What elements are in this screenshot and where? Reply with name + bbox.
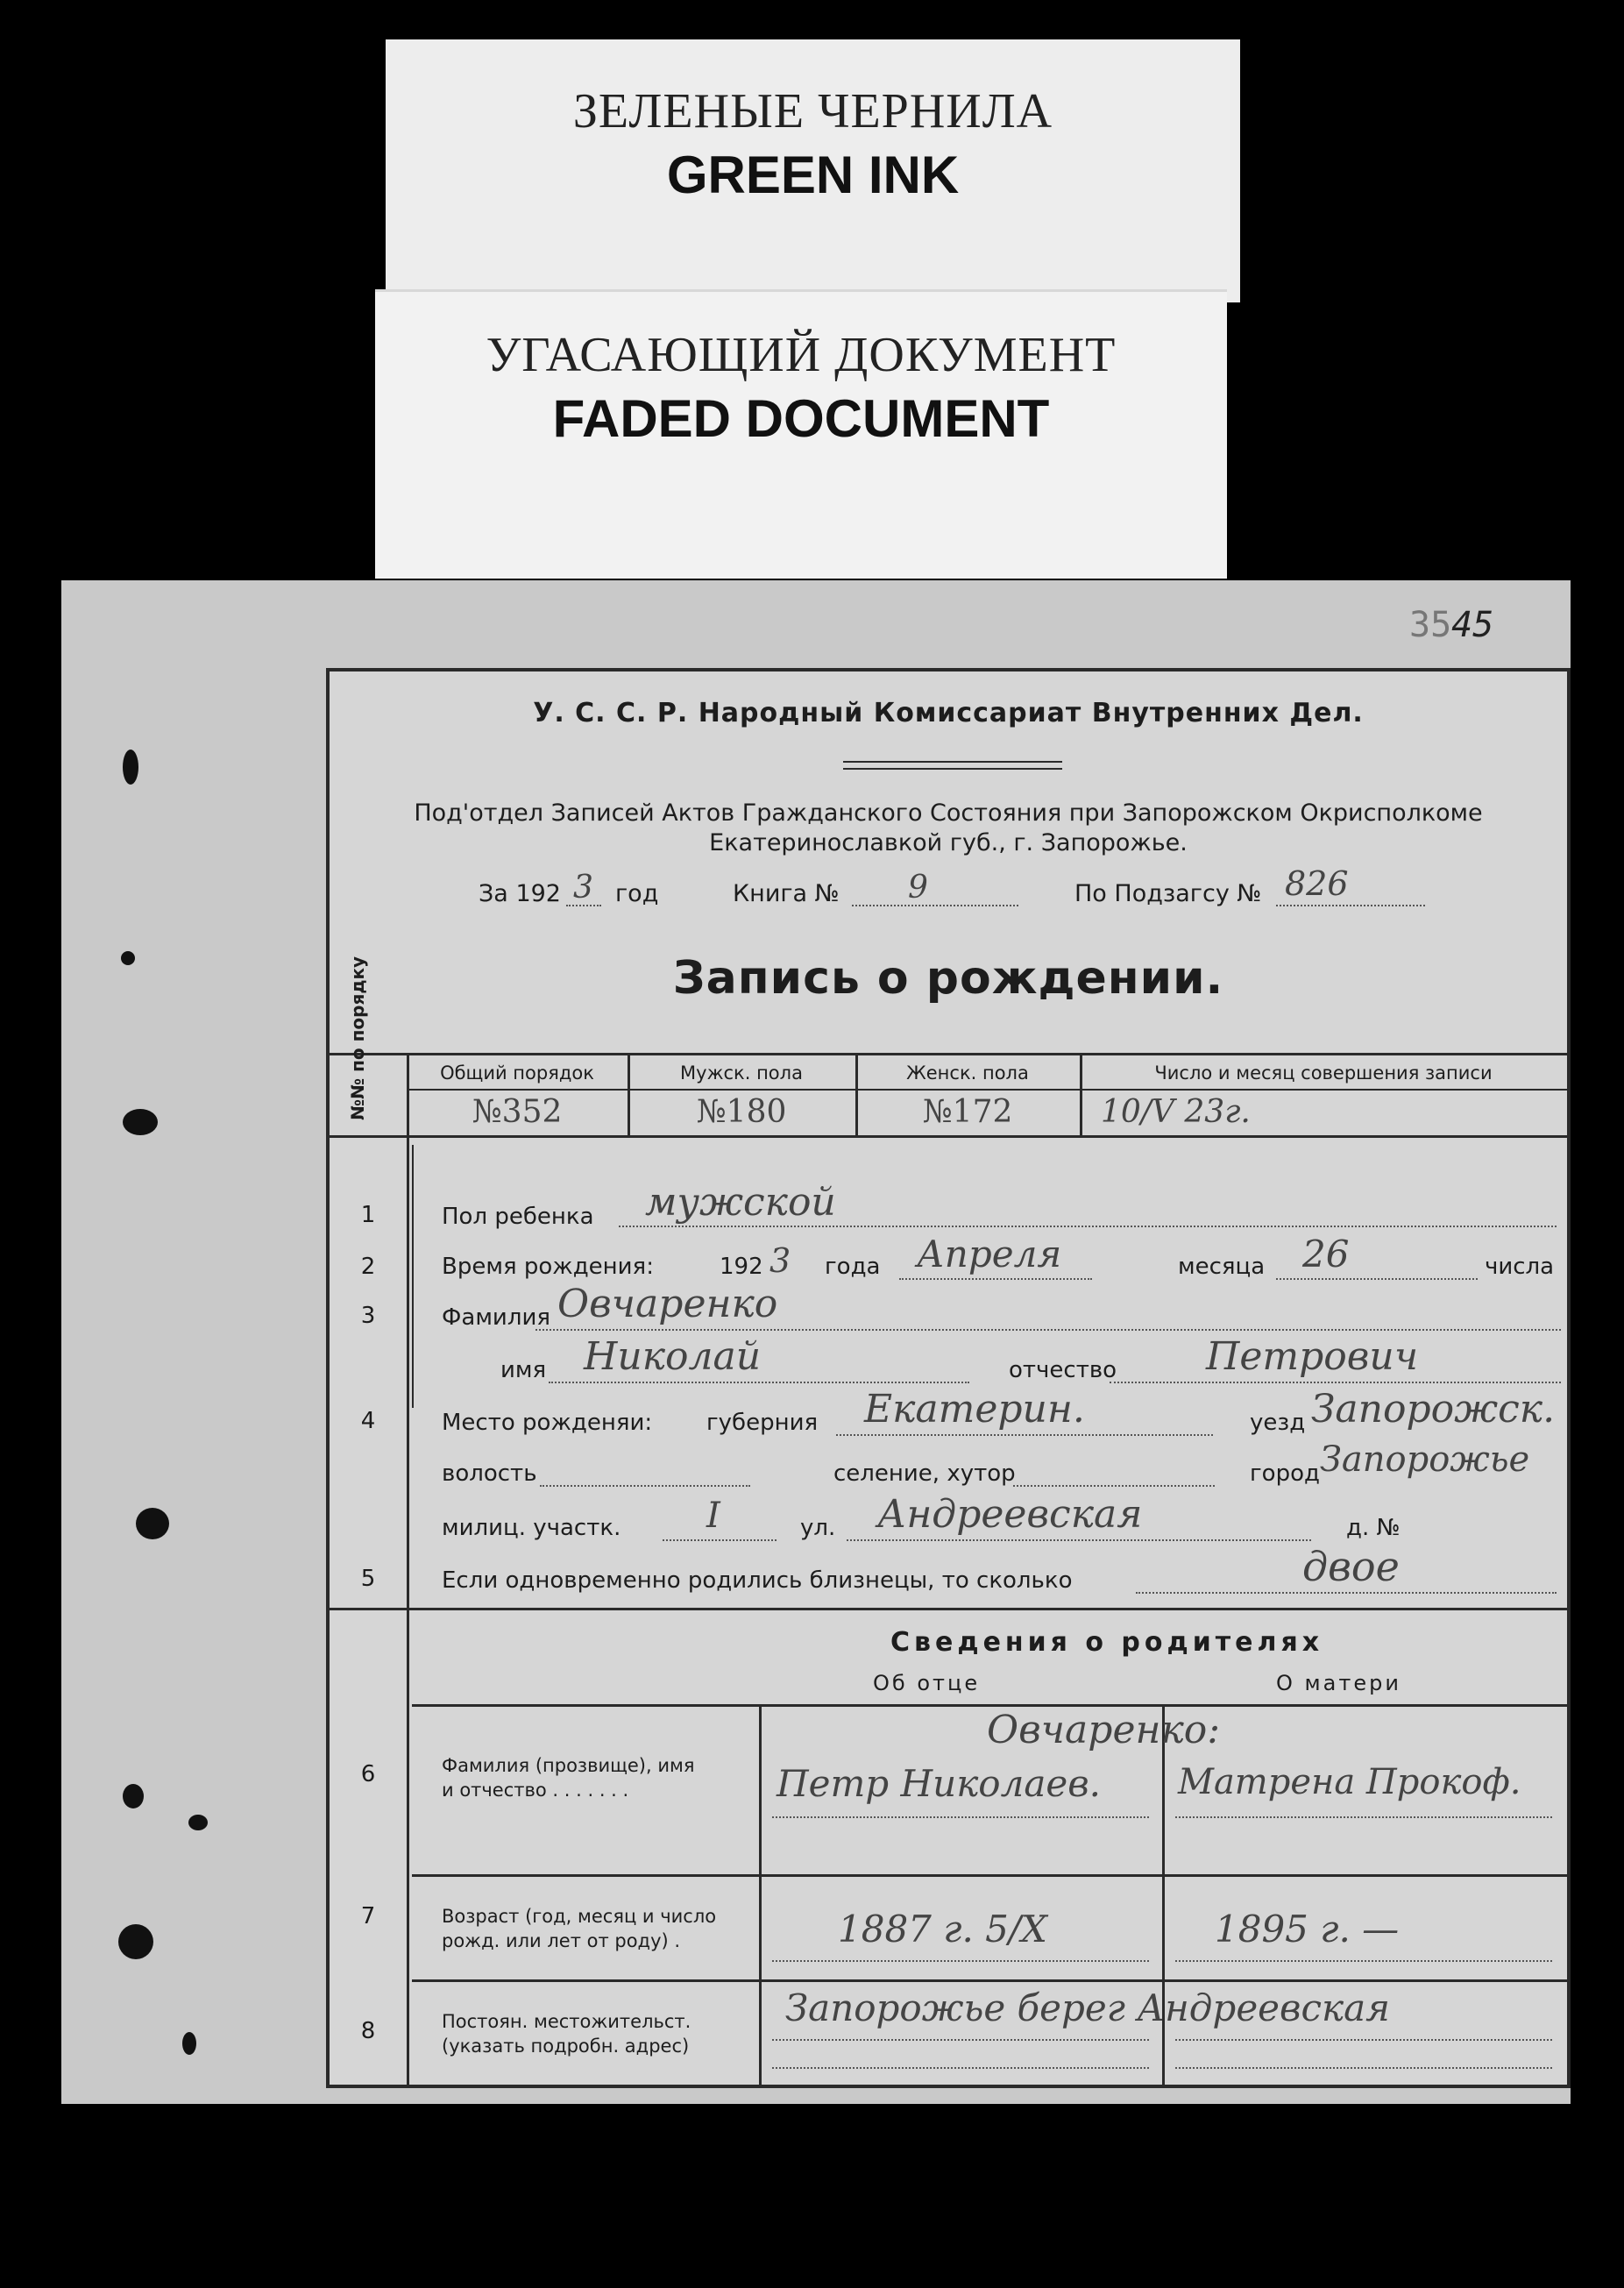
subregistry-value: 826 <box>1285 864 1349 903</box>
green-ink-card <box>386 39 1240 302</box>
mother-name-value: Матрена Прокоф. <box>1178 1762 1521 1802</box>
dotted-line <box>772 2039 1149 2041</box>
punch-hole <box>118 1924 153 1959</box>
year-label: За 192 <box>479 880 561 907</box>
militia-value: I <box>706 1496 720 1536</box>
row-number: 8 <box>360 2018 376 2044</box>
year-value: 3 <box>573 870 593 906</box>
birth-year-value: 3 <box>769 1241 791 1280</box>
street-label: ул. <box>800 1515 836 1541</box>
archive-number <box>1409 605 1493 645</box>
dotted-line <box>836 1434 1213 1436</box>
birth-month-label: месяца <box>1178 1254 1266 1280</box>
dotted-line <box>772 1816 1149 1818</box>
archive-number-printed: 35 <box>1409 605 1452 645</box>
archive-number-ink: 45 <box>1451 605 1494 645</box>
patronymic-label: отчество <box>1009 1357 1117 1383</box>
twins-value: двое <box>1302 1543 1400 1590</box>
punch-hole <box>136 1508 169 1539</box>
city-value: Запорожье <box>1320 1439 1530 1480</box>
green-ink-label-ru: ЗЕЛЕНЫЕ ЧЕРНИЛА <box>572 84 1053 139</box>
parent-name-label: Фамилия (прозвище), имя <box>442 1755 695 1776</box>
dotted-line <box>1175 1960 1552 1962</box>
punch-hole <box>182 2032 196 2055</box>
row-number: 6 <box>360 1761 376 1787</box>
child-sex-label: Пол ребенка <box>442 1204 594 1230</box>
faded-document-label-ru: УГАСАЮЩИЙ ДОКУМЕНТ <box>486 328 1117 382</box>
row-number: 4 <box>360 1408 376 1434</box>
parents-title: Сведения о родителях <box>890 1627 1324 1658</box>
uezd-label: уезд <box>1250 1410 1306 1436</box>
surname-label: Фамилия <box>442 1304 550 1331</box>
first-name-label: имя <box>500 1357 547 1383</box>
header-divider <box>843 761 1062 763</box>
female-value: №172 <box>922 1094 1013 1130</box>
surname-value: Овчаренко <box>557 1282 778 1326</box>
dotted-line <box>540 1485 750 1487</box>
general-order-value: №352 <box>472 1094 563 1130</box>
twins-label: Если одновременно родились близнецы, то сколько <box>442 1567 1073 1594</box>
dotted-line <box>852 905 1018 906</box>
parent-name-label-2: и отчество . . . . . . . <box>442 1780 629 1801</box>
birth-time-label: Время рождения: <box>442 1254 654 1280</box>
green-ink-label-en: GREEN INK <box>666 146 960 204</box>
parent-age-label-2: рожд. или лет от роду) . <box>442 1930 681 1951</box>
birth-month-value: Апреля <box>917 1233 1062 1275</box>
table-border <box>1162 1704 1165 2087</box>
faded-document-card <box>375 289 1227 579</box>
militia-label: милиц. участк. <box>442 1515 621 1541</box>
patronymic-value: Петрович <box>1206 1334 1419 1379</box>
table-border <box>412 1979 1567 1982</box>
table-border <box>759 1704 762 2087</box>
dotted-line <box>535 1329 1561 1331</box>
gubernia-label: губерния <box>706 1410 819 1436</box>
mother-age-value: 1895 г. — <box>1215 1908 1400 1950</box>
record-date-label: Число и месяц совершения записи <box>1154 1062 1493 1084</box>
male-value: №180 <box>696 1094 787 1130</box>
header-ministry: У. С. С. Р. Народный Комиссариат Внутренних Дел. <box>533 698 1364 728</box>
city-label: город <box>1250 1460 1320 1487</box>
father-header: Об отце <box>873 1671 981 1695</box>
dotted-line <box>1136 1592 1557 1594</box>
row-number: 1 <box>360 1202 376 1228</box>
punch-hole <box>123 1784 144 1808</box>
residence-label: Постоян. местожительст. <box>442 2011 691 2032</box>
faded-document-label-en: FADED DOCUMENT <box>552 389 1050 448</box>
dotted-line <box>847 1539 1311 1541</box>
punch-hole <box>188 1815 208 1830</box>
residence-label-2: (указать подробн. адрес) <box>442 2036 690 2057</box>
dotted-line <box>1110 1382 1561 1383</box>
header-region: Екатеринославкой губ., г. Запорожье. <box>709 829 1188 856</box>
birth-day-label: числа <box>1485 1254 1555 1280</box>
punch-hole <box>123 1109 158 1135</box>
table-border <box>330 1135 1567 1138</box>
first-name-value: Николай <box>584 1334 762 1379</box>
dotted-line <box>899 1278 1092 1280</box>
dotted-line <box>663 1539 777 1541</box>
dotted-line <box>1276 905 1425 906</box>
dotted-line <box>1175 1816 1552 1818</box>
village-label: селение, хутор <box>833 1460 1016 1487</box>
table-border <box>330 1608 1567 1610</box>
house-label: д. № <box>1346 1515 1401 1541</box>
dotted-line <box>772 1960 1149 1962</box>
table-border <box>330 1053 1567 1055</box>
table-border <box>407 1089 1567 1091</box>
row-number: 5 <box>360 1566 376 1592</box>
birth-year-suffix: года <box>825 1254 881 1280</box>
father-age-value: 1887 г. 5/X <box>838 1908 1047 1950</box>
uezd-value: Запорожск. <box>1311 1387 1556 1432</box>
table-border <box>412 1704 1567 1707</box>
book-label: Книга № <box>733 880 840 907</box>
header-divider <box>843 768 1062 770</box>
parent-age-label: Возраст (год, месяц и число <box>442 1906 717 1927</box>
female-label: Женск. пола <box>906 1062 1029 1084</box>
birth-record-form <box>326 668 1571 2088</box>
dotted-line <box>1013 1485 1215 1487</box>
dotted-line <box>772 2067 1149 2069</box>
form-title: Запись о рождении. <box>672 952 1224 1005</box>
record-date-value: 10/V 23г. <box>1101 1094 1251 1130</box>
residence-value: Запорожье берег Андреевская <box>785 1986 1390 2029</box>
dotted-line <box>1276 1278 1478 1280</box>
dotted-line <box>549 1382 969 1383</box>
order-column-label: №№ по порядку <box>347 956 368 1120</box>
birth-day-value: 26 <box>1302 1233 1350 1275</box>
punch-hole <box>121 951 135 965</box>
father-name-value: Петр Николаев. <box>777 1762 1102 1805</box>
subregistry-label: По Подзагсу № <box>1074 880 1262 907</box>
gubernia-value: Екатерин. <box>864 1387 1085 1432</box>
row-number: 7 <box>360 1903 376 1929</box>
parents-surname-value: Овчаренко: <box>987 1708 1221 1752</box>
dotted-line <box>1175 2039 1552 2041</box>
general-order-label: Общий порядок <box>440 1062 594 1084</box>
table-border <box>412 1874 1567 1877</box>
male-label: Мужск. пола <box>680 1062 803 1084</box>
birth-year-label: 192 <box>720 1254 763 1280</box>
table-border <box>407 1053 409 2087</box>
mother-header: О матери <box>1276 1671 1401 1695</box>
table-border <box>412 1145 414 1408</box>
row-number: 2 <box>360 1254 376 1280</box>
volost-label: волость <box>442 1460 537 1487</box>
punch-hole <box>123 750 138 785</box>
child-sex-value: мужской <box>645 1180 836 1225</box>
header-department: Под'отдел Записей Актов Гражданского Состояния при Запорожском Окрисполкоме <box>414 799 1483 827</box>
book-value: 9 <box>908 870 928 906</box>
dotted-line <box>566 905 601 906</box>
row-number: 3 <box>360 1303 376 1329</box>
year-suffix: год <box>615 880 659 907</box>
street-value: Андреевская <box>877 1492 1143 1537</box>
dotted-line <box>619 1226 1557 1227</box>
dotted-line <box>1175 2067 1552 2069</box>
birth-place-label: Место рожденяи: <box>442 1410 653 1436</box>
